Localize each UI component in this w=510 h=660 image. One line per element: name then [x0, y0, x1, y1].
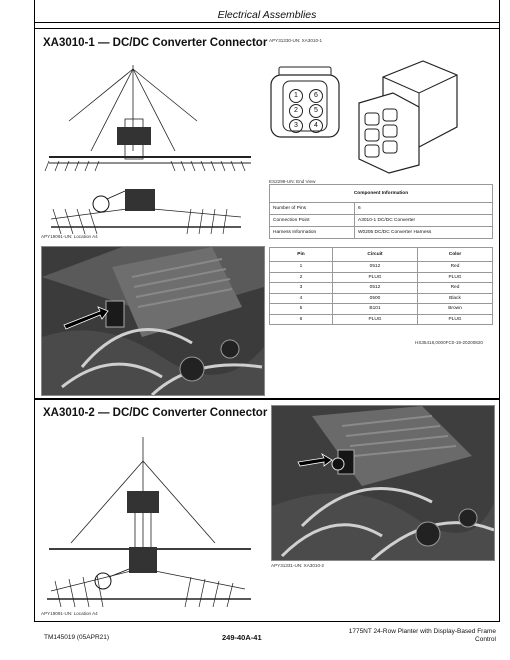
pin-table-header-row — [270, 248, 493, 262]
table-row — [270, 215, 493, 227]
table-cell: B101 — [333, 304, 418, 315]
info-value: 6 — [355, 203, 493, 215]
table-row — [270, 293, 493, 304]
location-caption: APY19091-UN: Location A4 — [41, 611, 98, 616]
info-label: Harness Information — [270, 227, 355, 239]
table-cell: Brown — [418, 304, 493, 315]
component-info-header-row — [270, 185, 493, 203]
table-row — [270, 304, 493, 315]
table-row — [270, 314, 493, 325]
table-cell: 6 — [270, 314, 333, 325]
info-value: A3010-1 DC/DC Converter — [355, 215, 493, 227]
footer-title-line1: 1775NT 24-Row Planter with Display-Based Frame — [348, 628, 496, 635]
photo-caption: APY31331-UN: XA3010-2 — [271, 563, 325, 568]
section-xa3010-2 — [34, 398, 500, 622]
footer-doc-id: TM145019 (05APR21) — [44, 634, 110, 641]
pin-1-label: 1 — [289, 89, 303, 103]
table-row — [270, 272, 493, 283]
table-cell: 0512 — [333, 283, 418, 294]
table-cell: Red — [418, 283, 493, 294]
footer-page-number: 249-40A-41 — [222, 633, 262, 642]
pin-4-label: 4 — [309, 119, 323, 133]
footer-title-line2: Control — [475, 636, 496, 643]
info-value: W0205 DC/DC Converter Harness — [355, 227, 493, 239]
planter-location-diagram — [41, 59, 263, 239]
table-cell: 0512 — [333, 262, 418, 273]
section-title: XA3010-2 — DC/DC Converter Connector — [43, 407, 268, 419]
info-label: Connection Point — [270, 215, 355, 227]
section-title: XA3010-1 — DC/DC Converter Connector — [43, 37, 268, 49]
connector-location-photo — [41, 246, 265, 396]
page-header-title: Electrical Assemblies — [217, 9, 317, 21]
table-cell: PLUG — [418, 272, 493, 283]
column-header: Pin — [270, 248, 333, 262]
pin-3-label: 3 — [289, 119, 303, 133]
reference-code: HS35418,0000FC0-19-20200820 — [415, 340, 483, 345]
table-cell: 0500 — [333, 293, 418, 304]
table-cell: 4 — [270, 293, 333, 304]
table-cell: PLUG — [333, 272, 418, 283]
table-cell: 5 — [270, 304, 333, 315]
table-row — [270, 227, 493, 239]
table-cell: PLUG — [418, 314, 493, 325]
page-header — [34, 0, 500, 23]
table-cell: 1 — [270, 262, 333, 273]
end-view-caption: ES2299-UN: End View — [269, 179, 316, 184]
pin-table — [269, 247, 493, 325]
connector-caption: APY31330-UN: XA3010-1 — [269, 38, 323, 43]
table-row — [270, 203, 493, 215]
column-header: Circuit — [333, 248, 418, 262]
connector-location-photo — [271, 405, 495, 561]
component-info-header: Component Information — [270, 185, 493, 203]
pin-2-label: 2 — [289, 104, 303, 118]
table-row — [270, 283, 493, 294]
pin-5-label: 5 — [309, 104, 323, 118]
column-header: Color — [418, 248, 493, 262]
table-cell: PLUG — [333, 314, 418, 325]
table-cell: Red — [418, 262, 493, 273]
planter-location-diagram — [41, 431, 263, 609]
table-cell: 2 — [270, 272, 333, 283]
table-cell: 3 — [270, 283, 333, 294]
table-cell: Black — [418, 293, 493, 304]
footer-title — [308, 628, 496, 644]
component-info-table — [269, 184, 493, 239]
section-xa3010-1 — [34, 28, 500, 400]
table-row — [270, 262, 493, 273]
location-caption: APY19091-UN: Location A4 — [41, 234, 98, 239]
connector-3d-view — [353, 57, 461, 175]
info-label: Number of Pins — [270, 203, 355, 215]
connector-end-view — [269, 65, 341, 139]
pin-6-label: 6 — [309, 89, 323, 103]
